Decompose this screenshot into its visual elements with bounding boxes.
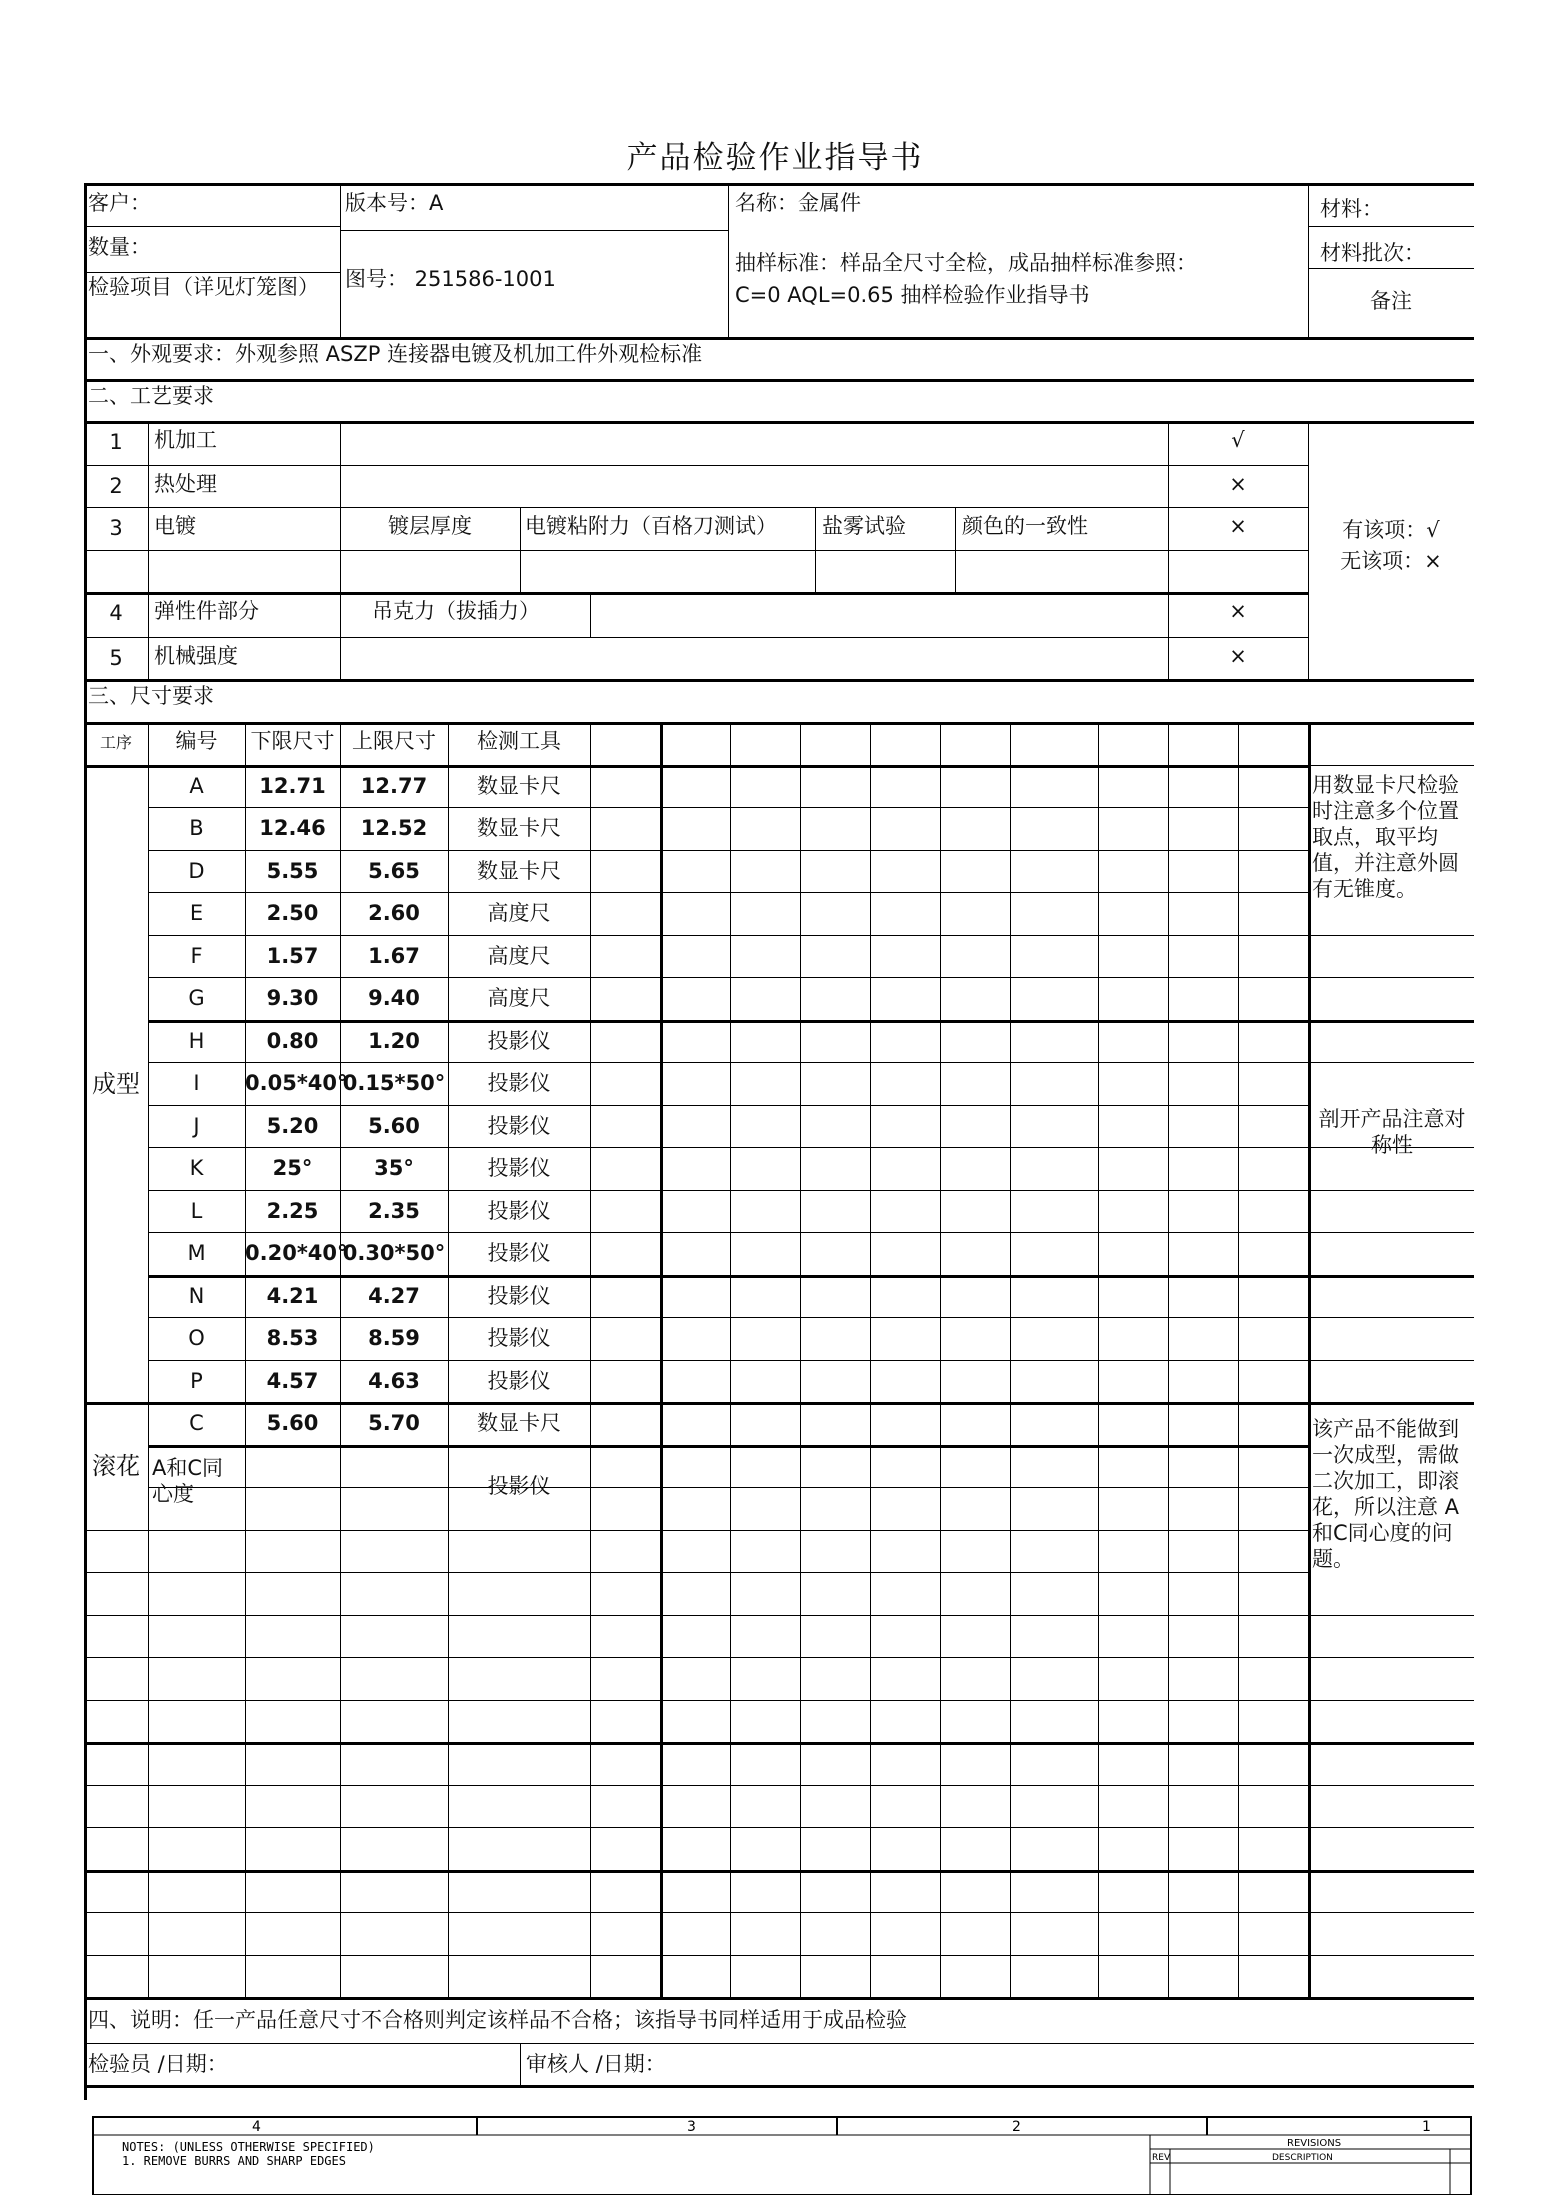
- sampling-standard-line1: 抽样标准：样品全尺寸全检，成品抽样标准参照：: [735, 251, 1197, 275]
- dim-row-tool: 数显卡尺: [477, 774, 561, 798]
- drawing-notes-line1: NOTES: (UNLESS OTHERWISE SPECIFIED): [122, 2140, 375, 2154]
- grid-line: [84, 637, 1308, 638]
- grid-line: [84, 765, 1308, 768]
- grid-line: [520, 507, 521, 592]
- customer-label: 客户：: [88, 191, 151, 215]
- process-row-1-mark: √: [1231, 428, 1245, 452]
- dim-row-tool: 高度尺: [487, 944, 551, 968]
- grid-line: [340, 230, 728, 231]
- dim-row-id: I: [193, 1071, 200, 1095]
- dim-row-tool: 投影仪: [487, 1369, 551, 1393]
- dim-row-upper: 0.15*50°: [342, 1071, 446, 1095]
- grid-line: [84, 1402, 1308, 1405]
- grid-line: [728, 183, 729, 337]
- process-row-3-name: 电镀: [154, 514, 196, 538]
- grid-line: [1308, 1870, 1474, 1873]
- dim-row-upper: 1.20: [368, 1029, 420, 1053]
- grid-line: [84, 1742, 1308, 1745]
- grid-line: [340, 421, 341, 679]
- color-consistency: 颜色的一致性: [962, 514, 1088, 538]
- drawing-zone-1: 1: [1422, 2119, 1431, 2135]
- legend-yes: 有该项：√: [1342, 518, 1440, 542]
- drawing-zone-3: 3: [687, 2119, 696, 2135]
- page-title: 产品检验作业指导书: [626, 140, 924, 176]
- drawing-zone-4: 4: [252, 2119, 261, 2135]
- drawing-rev-label: REV: [1152, 2153, 1171, 2163]
- grid-line: [1308, 1742, 1474, 1745]
- remarks-header: 备注: [1370, 289, 1412, 313]
- process-name-1: 成型: [92, 1069, 140, 1098]
- material-batch-label: 材料批次：: [1320, 241, 1425, 265]
- dim-row-upper: 5.65: [368, 859, 420, 883]
- dim-row-id: N: [188, 1284, 205, 1308]
- dim-row-lower: 9.30: [266, 986, 319, 1010]
- grid-line: [84, 1912, 1308, 1913]
- salt-spray-test: 盐雾试验: [822, 514, 906, 538]
- grid-line: [148, 850, 1308, 851]
- grid-line: [1308, 1275, 1474, 1278]
- col-header-lower: 下限尺寸: [250, 729, 335, 753]
- process-row-5-mark: ×: [1229, 644, 1247, 668]
- dim-row-id: F: [190, 944, 203, 968]
- process-row-4-name: 弹性件部分: [154, 599, 259, 623]
- process-row-2-no: 2: [109, 474, 123, 498]
- dim-row-lower: 12.71: [259, 774, 326, 798]
- dim-row-tool: 高度尺: [487, 901, 551, 925]
- legend-no: 无该项：×: [1340, 549, 1442, 573]
- dim-row-lower: 0.80: [266, 1029, 319, 1053]
- col-header-upper: 上限尺寸: [352, 729, 436, 753]
- grid-line: [84, 183, 1474, 186]
- dim-row-lower: [245, 1453, 340, 1479]
- dim-row-id: E: [189, 901, 204, 925]
- grid-line: [84, 465, 1308, 466]
- grid-line: [84, 1530, 1308, 1531]
- dim-row-id: D: [188, 859, 205, 883]
- grid-line: [1308, 268, 1474, 269]
- part-name-label: 名称：金属件: [735, 191, 861, 215]
- dim-row-id: P: [190, 1369, 203, 1393]
- dim-row-id: A: [189, 774, 204, 798]
- grid-line: [84, 272, 340, 273]
- dim-row-lower: 12.46: [259, 816, 326, 840]
- grid-line: [1308, 1062, 1474, 1063]
- grid-line: [148, 977, 1308, 978]
- grid-line: [148, 1232, 1308, 1233]
- dim-row-upper: 35°: [374, 1156, 414, 1180]
- dim-row-upper: 9.40: [368, 986, 420, 1010]
- dim-row-upper: 12.77: [360, 774, 428, 798]
- process-row-3-no: 3: [109, 516, 123, 540]
- grid-line: [1308, 1657, 1474, 1658]
- grid-line: [84, 1785, 1308, 1786]
- dim-row-upper: 0.30*50°: [342, 1241, 446, 1265]
- grid-line: [1168, 421, 1169, 679]
- general-note: 四、说明：任一产品任意尺寸不合格则判定该样品不合格；该指导书同样适用于成品检验: [88, 2008, 907, 2032]
- grid-line: [1308, 1955, 1474, 1956]
- col-header-tool: 检测工具: [477, 729, 561, 753]
- dim-row-id: J: [193, 1114, 200, 1138]
- grid-line: [148, 892, 1308, 893]
- inspector-date: 检验员 /日期：: [88, 2052, 228, 2076]
- dim-row-tool: 高度尺: [487, 986, 551, 1010]
- process-row-1-name: 机加工: [154, 428, 217, 452]
- inspection-items-label: 检验项目（详见灯笼图）: [88, 275, 319, 299]
- process-row-1-no: 1: [109, 430, 123, 454]
- dim-row-upper: 2.35: [368, 1199, 420, 1223]
- drawing-revisions-label: REVISIONS: [1287, 2138, 1342, 2149]
- dim-row-id: L: [190, 1199, 203, 1223]
- grid-line: [148, 807, 1308, 808]
- dim-row-id: M: [187, 1241, 206, 1265]
- dim-row-upper: 5.60: [368, 1114, 420, 1138]
- dim-row-id: A和C同心度: [152, 1456, 224, 1506]
- grid-line: [84, 507, 1308, 508]
- dim-row-tool: 投影仪: [487, 1156, 551, 1180]
- grid-line: [1308, 1360, 1474, 1361]
- process-row-5-name: 机械强度: [154, 644, 238, 668]
- material-label: 材料：: [1320, 197, 1383, 221]
- col-header-process: 工序: [99, 733, 132, 752]
- dim-row-lower: 0.20*40°: [245, 1241, 348, 1265]
- grid-line: [148, 1020, 1308, 1023]
- version-label: 版本号：A: [345, 191, 444, 215]
- dim-row-upper: 2.60: [368, 901, 420, 925]
- grid-line: [148, 1275, 1308, 1278]
- dim-row-tool: 数显卡尺: [477, 859, 561, 883]
- process-row-5-no: 5: [109, 646, 123, 670]
- dim-row-tool: 投影仪: [487, 1071, 551, 1095]
- grid-line: [148, 1445, 1308, 1448]
- dim-row-lower: 4.21: [266, 1284, 319, 1308]
- engineering-drawing-strip: [92, 2115, 1472, 2195]
- grid-line: [84, 1827, 1308, 1828]
- dim-row-upper: 12.52: [360, 816, 428, 840]
- note-symmetry: 剖开产品注意对称性: [1318, 1107, 1466, 1157]
- process-row-4-no: 4: [109, 601, 123, 625]
- grid-line: [84, 1615, 1308, 1616]
- grid-line: [1308, 765, 1474, 766]
- grid-line: [84, 183, 87, 2100]
- sampling-standard-line2: C=0 AQL=0.65 抽样检验作业指导书: [735, 283, 1090, 307]
- note-knurling: 该产品不能做到一次成型，需做二次加工，即滚花，所以注意 A和C同心度的问题。: [1312, 1417, 1460, 1571]
- grid-line: [815, 507, 816, 592]
- dim-row-lower: 5.20: [266, 1114, 319, 1138]
- dim-row-tool: 数显卡尺: [477, 816, 561, 840]
- grid-line: [590, 592, 591, 637]
- grid-line: [1308, 1402, 1474, 1405]
- grid-line: [148, 421, 149, 679]
- grid-line: [148, 1487, 1308, 1488]
- grid-line: [1308, 1232, 1474, 1233]
- grid-line: [148, 935, 1308, 936]
- dim-row-id: B: [189, 816, 204, 840]
- plating-adhesion: 电镀粘附力（百格刀测试）: [525, 514, 777, 538]
- grid-line: [148, 1360, 1308, 1361]
- process-row-2-mark: ×: [1229, 472, 1247, 496]
- grid-line: [84, 1870, 1308, 1873]
- grid-line: [84, 1955, 1308, 1956]
- dim-row-tool: 投影仪: [487, 1029, 551, 1053]
- dim-row-lower: 2.25: [266, 1199, 319, 1223]
- grid-line: [84, 226, 340, 227]
- dim-row-lower: 0.05*40°: [245, 1071, 348, 1095]
- dim-row-lower: 4.57: [266, 1369, 319, 1393]
- grid-line: [84, 1657, 1308, 1658]
- grid-line: [84, 337, 1474, 340]
- drawing-notes-line2: 1. REMOVE BURRS AND SHARP EDGES: [122, 2154, 346, 2168]
- dim-row-tool: 投影仪: [487, 1199, 551, 1223]
- process-row-3-mark: ×: [1229, 514, 1247, 538]
- insertion-force: 吊克力（拔插力）: [372, 599, 540, 623]
- dim-row-upper: 4.63: [368, 1369, 420, 1393]
- grid-line: [84, 722, 1474, 725]
- dim-row-lower: 2.50: [266, 901, 319, 925]
- dimension-requirements-title: 三、尺寸要求: [88, 684, 214, 708]
- grid-line: [1308, 1785, 1474, 1786]
- grid-line: [1308, 1827, 1474, 1828]
- drawing-zone-2: 2: [1012, 2119, 1021, 2135]
- grid-line: [1308, 1700, 1474, 1701]
- grid-line: [1308, 1912, 1474, 1913]
- grid-line: [1308, 977, 1474, 978]
- dim-row-tool: 投影仪: [487, 1326, 551, 1350]
- dim-row-lower: 5.55: [266, 859, 319, 883]
- drawing-description-label: DESCRIPTION: [1272, 2153, 1333, 2163]
- note-caliper: 用数显卡尺检验时注意多个位置取点，取平均值，并注意外圆有无锥度。: [1312, 773, 1459, 901]
- grid-line: [148, 1317, 1308, 1318]
- grid-line: [84, 1700, 1308, 1701]
- grid-line: [148, 1147, 1308, 1148]
- process-row-4-mark: ×: [1229, 599, 1247, 623]
- dim-row-upper: 5.70: [368, 1411, 420, 1435]
- grid-line: [520, 2043, 521, 2085]
- grid-line: [84, 2085, 1474, 2088]
- appearance-requirement: 一、外观要求：外观参照 ASZP 连接器电镀及机加工件外观检标准: [88, 342, 703, 366]
- process-requirements-title: 二、工艺要求: [88, 384, 214, 408]
- grid-line: [84, 679, 1474, 682]
- grid-line: [148, 1062, 1308, 1063]
- grid-line: [1308, 935, 1474, 936]
- quantity-label: 数量：: [88, 235, 151, 259]
- process-name-2: 滚花: [92, 1452, 140, 1480]
- grid-line: [84, 1572, 1308, 1573]
- drawing-number: 图号： 251586-1001: [345, 267, 556, 291]
- dim-row-tool: 投影仪: [487, 1241, 551, 1265]
- dim-row-upper: 4.27: [368, 1284, 420, 1308]
- grid-line: [1308, 1190, 1474, 1191]
- grid-line: [84, 1997, 1474, 2000]
- process-row-2-name: 热处理: [154, 472, 217, 496]
- dim-row-lower: 25°: [272, 1156, 313, 1180]
- dim-row-tool: 投影仪: [487, 1284, 551, 1308]
- dim-row-id: O: [188, 1326, 205, 1350]
- dim-row-lower: 5.60: [266, 1411, 319, 1435]
- grid-line: [340, 183, 341, 337]
- dim-row-lower: 8.53: [266, 1326, 319, 1350]
- grid-line: [84, 550, 1308, 551]
- dim-row-id: K: [189, 1156, 204, 1180]
- dim-row-lower: 1.57: [266, 944, 319, 968]
- reviewer-date: 审核人 /日期：: [526, 2052, 666, 2076]
- dim-row-id: C: [189, 1411, 204, 1435]
- dim-row-upper: [340, 1453, 448, 1479]
- grid-line: [84, 421, 1474, 424]
- plating-thickness: 镀层厚度: [388, 514, 472, 538]
- grid-line: [84, 379, 1474, 382]
- dim-row-tool: 投影仪: [487, 1114, 551, 1138]
- grid-line: [84, 2043, 1474, 2044]
- dim-row-id: H: [188, 1029, 205, 1053]
- grid-line: [1308, 226, 1474, 227]
- dim-row-upper: 1.67: [368, 944, 420, 968]
- dim-row-id: G: [188, 986, 205, 1010]
- grid-line: [1308, 1317, 1474, 1318]
- dim-row-tool: 数显卡尺: [477, 1411, 561, 1435]
- grid-line: [148, 1105, 1308, 1106]
- grid-line: [1308, 1615, 1474, 1616]
- grid-line: [955, 507, 956, 592]
- grid-line: [148, 1190, 1308, 1191]
- dim-row-tool: 投影仪: [487, 1474, 551, 1498]
- col-header-id: 编号: [175, 729, 218, 753]
- grid-line: [1308, 1020, 1474, 1023]
- grid-line: [84, 592, 1308, 595]
- dim-row-upper: 8.59: [368, 1326, 420, 1350]
